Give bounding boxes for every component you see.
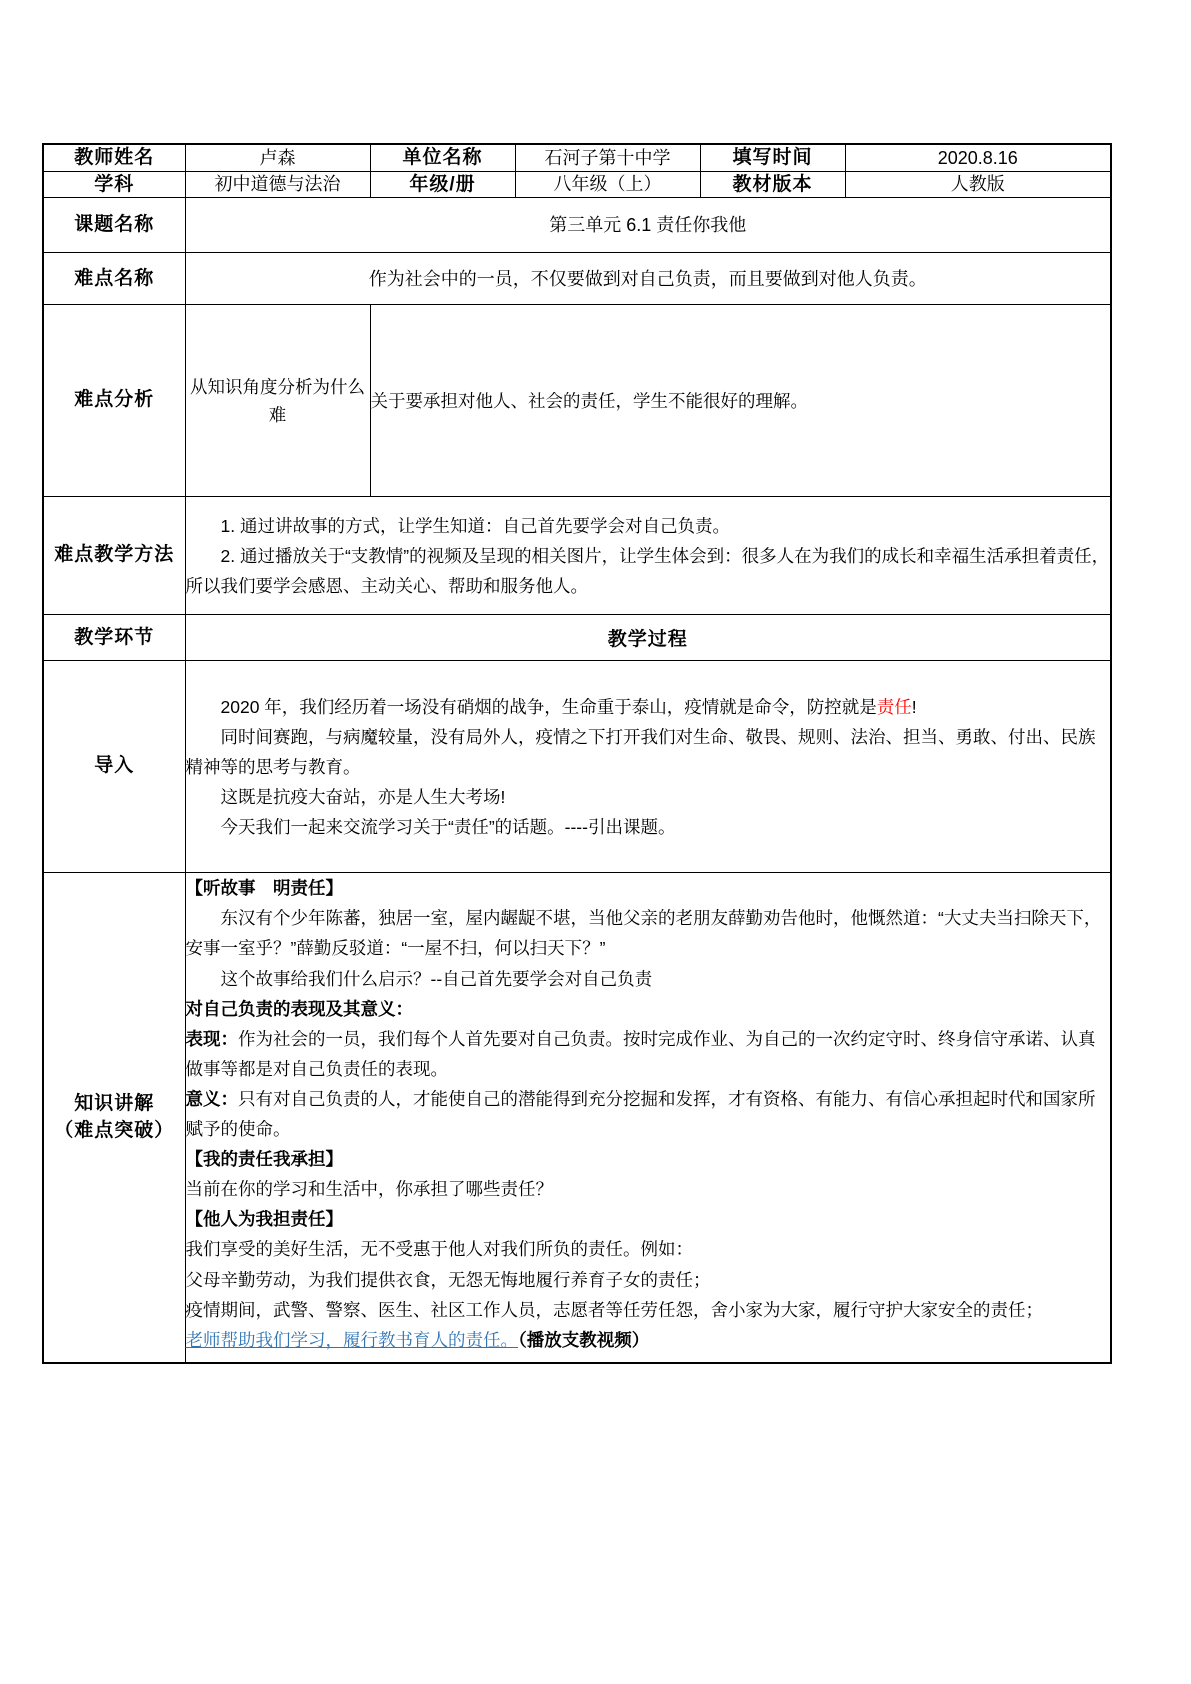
- intro-content: [185, 661, 1111, 873]
- knowledge-others-teacher: [186, 1325, 1111, 1355]
- intro-keyword-responsibility: 责任: [876, 696, 912, 717]
- table-row-difficulty-analysis: [43, 305, 1111, 497]
- intro-line-1-text-a: 2020 年，我们经历着一场没有硝烟的战争，生命重于泰山，疫情就是命令，防控就是: [220, 696, 877, 717]
- teaching-method-label: 难点教学方法: [43, 497, 185, 615]
- table-row-knowledge: [43, 873, 1111, 1363]
- table-row-intro: [43, 661, 1111, 873]
- subject-label: 学科: [43, 171, 185, 198]
- knowledge-others-intro: 我们享受的美好生活，无不受惠于他人对我们所负的责任。例如：: [185, 1239, 693, 1260]
- table-row-subject: [43, 171, 1111, 198]
- table-row-teacher: [43, 144, 1111, 171]
- knowledge-explain-label-line1: 知识讲解: [74, 1092, 155, 1114]
- table-row-difficulty-name: [43, 253, 1111, 305]
- knowledge-heading-my-responsibility: 【我的责任我承担】: [185, 1149, 343, 1170]
- topic-name-label: 课题名称: [43, 198, 185, 253]
- intro-line-3: 这既是抗疫大奋站，亦是人生大考场!: [220, 786, 506, 807]
- unit-name-label: 单位名称: [370, 144, 515, 171]
- significance-text: 只有对自己负责的人，才能使自己的潜能得到充分挖掘和发挥，才有资格、有能力、有信心承担起时代和国家所赋予的使命。: [185, 1088, 1096, 1140]
- knowledge-explain-label-line2: （难点突破）: [54, 1119, 175, 1141]
- intro-line-1: [186, 692, 1111, 722]
- teaching-stage-label: 教学环节: [43, 615, 185, 661]
- topic-name-value: 第三单元 6.1 责任你我他: [185, 198, 1111, 253]
- grade-value: 八年级（上）: [515, 171, 700, 198]
- lesson-plan-table: [42, 143, 1112, 1364]
- knowledge-others-parents: 父母辛勤劳动，为我们提供衣食，无怨无悔地履行养育子女的责任；: [185, 1269, 711, 1290]
- difficulty-analysis-value: 关于要承担对他人、社会的责任，学生不能很好的理解。: [370, 305, 1111, 497]
- intro-label: 导入: [43, 661, 185, 873]
- table-row-method: [43, 497, 1111, 615]
- knowledge-explain-label: [43, 873, 185, 1363]
- table-row-topic: [43, 198, 1111, 253]
- textbook-version-label: 教材版本: [700, 171, 845, 198]
- method-line-1: 1. 通过讲故事的方式，让学生知道：自己首先要学会对自己负责。: [220, 515, 730, 536]
- intro-line-4: 今天我们一起来交流学习关于“责任”的话题。----引出课题。: [220, 816, 676, 837]
- unit-name-value: 石河子第十中学: [515, 144, 700, 171]
- intro-line-1-text-b: !: [911, 696, 917, 717]
- knowledge-heading-listen-story: 【听故事 明责任】: [185, 878, 343, 899]
- table-row-stage-header: [43, 615, 1111, 661]
- knowledge-heading-self-responsibility: 对自己负责的表现及其意义：: [185, 998, 413, 1019]
- teacher-name-value: 卢森: [185, 144, 370, 171]
- knowledge-story-text: 东汉有个少年陈蕃，独居一室，屋内龌龊不堪，当他父亲的老朋友薛勤劝告他时，他慨然道：“大丈夫当扫除天下，安事一室乎？”薛勤反驳道：“一屋不扫，何以扫天下？”: [185, 908, 1102, 959]
- difficulty-name-value: 作为社会中的一员，不仅要做到对自己负责，而且要做到对他人负责。: [185, 253, 1111, 305]
- subject-value: 初中道德与法治: [185, 171, 370, 198]
- grade-label: 年级/册: [370, 171, 515, 198]
- teacher-video-link[interactable]: 老师帮助我们学习，履行教书育人的责任。: [185, 1329, 518, 1350]
- knowledge-explain-content: [185, 873, 1111, 1363]
- knowledge-question-1: 当前在你的学习和生活中，你承担了哪些责任？: [185, 1179, 553, 1200]
- difficulty-name-label: 难点名称: [43, 253, 185, 305]
- method-line-2: 2. 通过播放关于“支教情”的视频及呈现的相关图片，让学生体会到：很多人在为我们的成长和幸福生活承担着责任，所以我们要学会感恩、主动关心、帮助和服务他人。: [185, 545, 1110, 596]
- knowledge-story-question: 这个故事给我们什么启示？--自己首先要学会对自己负责: [220, 968, 653, 989]
- intro-line-2: 同时间赛跑，与病魔较量，没有局外人，疫情之下打开我们对生命、敬畏、规则、法治、担当、勇敢、付出、民族精神等的思考与教育。: [185, 726, 1096, 777]
- knowledge-manifestation: [186, 1024, 1111, 1084]
- teacher-name-label: 教师姓名: [43, 144, 185, 171]
- fill-time-label: 填写时间: [700, 144, 845, 171]
- play-video-note: （播放支教视频）: [518, 1329, 650, 1350]
- knowledge-significance: [186, 1084, 1111, 1144]
- teaching-process-label: 教学过程: [185, 615, 1111, 661]
- fill-time-value: 2020.8.16: [845, 144, 1111, 171]
- knowledge-others-workers: 疫情期间，武警、警察、医生、社区工作人员，志愿者等任劳任怨，舍小家为大家，履行守护大家安全的责任；: [185, 1299, 1043, 1320]
- difficulty-analysis-label: 难点分析: [43, 305, 185, 497]
- teaching-method-value: [185, 497, 1111, 615]
- textbook-version-value: 人教版: [845, 171, 1111, 198]
- significance-label: 意义：: [185, 1088, 238, 1109]
- manifestation-label: 表现：: [185, 1028, 238, 1049]
- difficulty-analysis-subtitle: 从知识角度分析为什么难: [185, 305, 370, 497]
- manifestation-text: 作为社会的一员，我们每个人首先要对自己负责。按时完成作业、为自己的一次约定守时、终身信守承诺、认真做事等都是对自己负责任的表现。: [185, 1028, 1096, 1079]
- knowledge-heading-others-responsibility: 【他人为我担责任】: [185, 1209, 343, 1230]
